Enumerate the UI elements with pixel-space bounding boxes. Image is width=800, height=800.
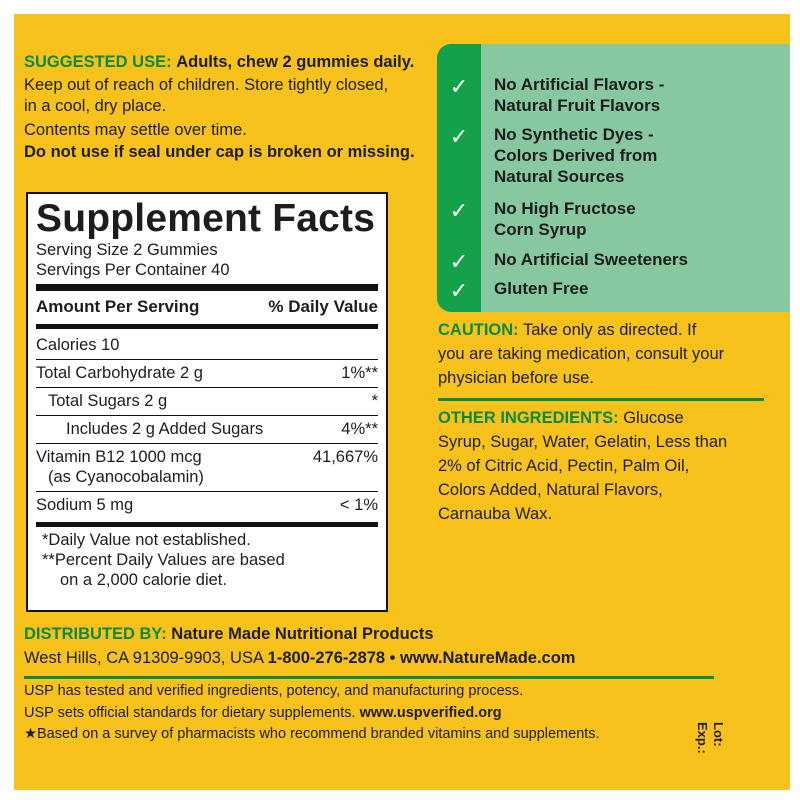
- nutrient-name-sub: (as Cyanocobalamin): [48, 468, 204, 486]
- serving-size: Serving Size 2 Gummies: [36, 241, 218, 259]
- footnote-3: on a 2,000 calorie diet.: [60, 571, 227, 589]
- claim-line: No Synthetic Dyes -: [494, 125, 654, 144]
- caution-text: Take only as directed. If: [522, 321, 697, 339]
- claim-line: No High Fructose: [494, 199, 636, 218]
- claim-line: Natural Sources: [494, 167, 625, 186]
- suggested-use-text: Adults, chew 2 gummies daily.: [176, 53, 415, 71]
- ingredients-line-3: 2% of Citric Acid, Pectin, Palm Oil,: [438, 457, 690, 475]
- distributor-contact: 1-800-276-2878 • www.NatureMade.com: [267, 649, 576, 667]
- nutrient-name-line: Vitamin B12 1000 mcg: [36, 448, 202, 466]
- caution-line-1: [438, 320, 696, 341]
- usp-standards: USP sets official standards for dietary supplements.: [24, 705, 356, 721]
- distributed-by-heading: DISTRIBUTED BY:: [24, 625, 167, 643]
- distributor-address: West Hills, CA 91309-9903, USA: [24, 649, 264, 667]
- distributor-line: [24, 624, 434, 645]
- exp-label: Exp.:: [695, 722, 710, 754]
- usp-url: www.uspverified.org: [359, 705, 502, 721]
- product-label: [14, 14, 790, 790]
- supplement-facts-title: Supplement Facts: [36, 197, 376, 240]
- claim-item: [494, 74, 664, 116]
- nutrient-dv: 41,667%: [312, 448, 378, 466]
- daily-value-label: % Daily Value: [268, 297, 378, 316]
- caution-heading: CAUTION:: [438, 321, 519, 339]
- nutrient-dv: *: [371, 392, 378, 410]
- facts-header: [36, 293, 378, 321]
- nutrient-name: Includes 2 g Added Sugars: [66, 420, 264, 438]
- claim-item: Gluten Free: [494, 279, 589, 298]
- ingredients-heading: OTHER INGREDIENTS:: [438, 409, 619, 427]
- calories-label: Calories 10: [36, 336, 120, 354]
- caution-line-3: physician before use.: [438, 369, 594, 387]
- nutrient-name: [36, 447, 204, 487]
- checkmark-icon: ✓: [449, 250, 469, 275]
- claim-line: Colors Derived from: [494, 146, 658, 165]
- claim-item: [494, 198, 636, 240]
- ingredients-line-4: Colors Added, Natural Flavors,: [438, 481, 663, 499]
- suggested-use-heading: SUGGESTED USE:: [24, 53, 172, 71]
- claim-line: Natural Fruit Flavors: [494, 96, 661, 115]
- nutrient-dv: 1%**: [341, 364, 378, 382]
- green-divider: [24, 676, 714, 679]
- checkmark-icon: ✓: [449, 125, 469, 150]
- calories-row: [36, 332, 378, 359]
- claim-item: No Artificial Sweeteners: [494, 250, 688, 269]
- claim-line: No Artificial Flavors -: [494, 75, 665, 94]
- seal-warning: Do not use if seal under cap is broken or missing.: [24, 143, 415, 161]
- amount-per-serving-label: Amount Per Serving: [36, 297, 200, 316]
- checkmark-icon: ✓: [449, 75, 469, 100]
- footnote-1: *Daily Value not established.: [42, 531, 251, 549]
- ingredients-line-5: Carnauba Wax.: [438, 505, 553, 523]
- lot-exp: [694, 722, 726, 754]
- settle-text: Contents may settle over time.: [24, 121, 247, 139]
- nutrient-name: Sodium 5 mg: [36, 496, 134, 514]
- supplement-facts-panel: [26, 192, 388, 612]
- nutrient-name: Total Sugars 2 g: [48, 392, 168, 410]
- footnote-2: **Percent Daily Values are based: [42, 551, 285, 569]
- usp-line-2: [24, 704, 502, 723]
- lot-label: Lot:: [711, 722, 726, 747]
- caution-line-2: you are taking medication, consult your: [438, 345, 725, 363]
- claim-line: Corn Syrup: [494, 220, 587, 239]
- ingredients-line-1: [438, 408, 684, 429]
- servings-per-container: Servings Per Container 40: [36, 261, 230, 279]
- storage-line-2: in a cool, dry place.: [24, 97, 167, 115]
- thick-rule: [36, 284, 378, 291]
- medium-rule: [36, 324, 378, 329]
- nutrient-row: [36, 443, 378, 491]
- ingredients-line-2: Syrup, Sugar, Water, Gelatin, Less than: [438, 433, 728, 451]
- address-line: [24, 648, 575, 669]
- checkmark-icon: ✓: [449, 279, 469, 304]
- bottom-rule: [36, 522, 378, 527]
- nutrient-row: [36, 415, 378, 443]
- spacer: [14, 614, 790, 616]
- suggested-use: [24, 52, 414, 73]
- nutrient-name: Total Carbohydrate 2 g: [36, 364, 203, 382]
- nutrient-dv: 4%**: [341, 420, 378, 438]
- nutrient-row: [36, 387, 378, 415]
- distributor-company: Nature Made Nutritional Products: [171, 625, 434, 643]
- checkmark-icon: ✓: [449, 199, 469, 224]
- claim-item: [494, 124, 657, 187]
- usp-line-3: ★Based on a survey of pharmacists who recommend branded vitamins and supplements.: [24, 726, 600, 742]
- nutrient-row: [36, 491, 378, 519]
- nutrient-row: [36, 359, 378, 387]
- claims-panel: [437, 44, 790, 312]
- storage-line-1: Keep out of reach of children. Store tightly closed,: [24, 76, 389, 94]
- nutrient-dv: < 1%: [339, 496, 378, 514]
- ingredients-text: Glucose: [623, 409, 684, 427]
- usp-line-1: USP has tested and verified ingredients, potency, and manufacturing process.: [24, 683, 524, 699]
- green-divider: [438, 398, 764, 401]
